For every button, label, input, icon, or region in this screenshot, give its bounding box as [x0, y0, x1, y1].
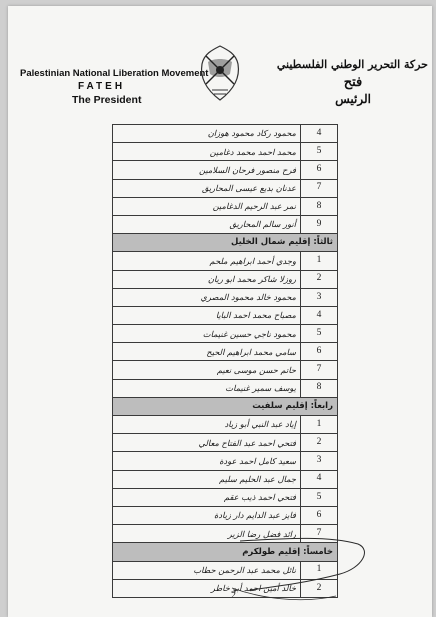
table-row [113, 506, 338, 524]
person-name: محمود ركاد محمود هوزان [113, 125, 301, 143]
table-row [113, 179, 338, 197]
org-abbr-ar: فتح [343, 75, 363, 90]
org-name-en: Palestinian National Liberation Movement [20, 68, 209, 79]
person-name: إياد عبد النبي أبو زياد [113, 416, 301, 434]
row-number: 6 [301, 506, 338, 524]
table-row [113, 488, 338, 506]
org-abbr-en: FATEH [78, 81, 126, 92]
table-row [113, 416, 338, 434]
person-name: محمود ناجي حسين غنيمات [113, 325, 301, 343]
fatah-emblem-icon [198, 44, 242, 102]
row-number: 7 [301, 361, 338, 379]
table-row [113, 215, 338, 233]
table-row [113, 561, 338, 579]
person-name: مصباح محمد احمد البايا [113, 306, 301, 324]
person-name: نمر عبد الرحيم الدغامين [113, 197, 301, 215]
row-number: 8 [301, 197, 338, 215]
row-number: 1 [301, 252, 338, 270]
row-number: 2 [301, 270, 338, 288]
table-row [113, 143, 338, 161]
row-number: 4 [301, 470, 338, 488]
person-name: فرح منصور فرحان السلامين [113, 161, 301, 179]
page-number: 2 [231, 590, 236, 601]
table-row [113, 125, 338, 143]
row-number: 2 [301, 579, 338, 597]
title-en: The President [72, 94, 142, 106]
row-number: 1 [301, 416, 338, 434]
row-number: 7 [301, 179, 338, 197]
person-name: رائد فضل رضا الزير [113, 525, 301, 543]
row-number: 4 [301, 306, 338, 324]
table-row [113, 452, 338, 470]
row-number: 7 [301, 525, 338, 543]
row-number: 5 [301, 488, 338, 506]
row-number: 1 [301, 561, 338, 579]
header-english [20, 68, 209, 106]
table-row [113, 343, 338, 361]
person-name: أنور سالم المحاريق [113, 215, 301, 233]
table-row [113, 270, 338, 288]
section-title: ثالثاً: إقليم شمال الخليل [113, 234, 338, 252]
row-number: 3 [301, 288, 338, 306]
person-name: عدنان بديع عيسى المحاريق [113, 179, 301, 197]
table-row [113, 288, 338, 306]
title-ar: الرئيس [335, 92, 371, 106]
row-number: 5 [301, 325, 338, 343]
names-table [112, 124, 338, 598]
person-name: وجدي أحمد ابراهيم ملحم [113, 252, 301, 270]
person-name: روزلا شاكر محمد ابو ريان [113, 270, 301, 288]
org-name-ar: حركة التحرير الوطني الفلسطيني [276, 58, 428, 71]
header-arabic [278, 58, 428, 106]
person-name: فتحي احمد ذيب عقم [113, 488, 301, 506]
section-header-row [113, 234, 338, 252]
person-name: حاتم حسن موسى نعيم [113, 361, 301, 379]
row-number: 5 [301, 143, 338, 161]
row-number: 4 [301, 125, 338, 143]
row-number: 6 [301, 343, 338, 361]
table-row [113, 379, 338, 397]
table-row [113, 525, 338, 543]
person-name: سامي محمد ابراهيم الحيح [113, 343, 301, 361]
person-name: نائل محمد عبد الرحمن حطاب [113, 561, 301, 579]
section-title: خامساً: إقليم طولكرم [113, 543, 338, 561]
table-row [113, 434, 338, 452]
table-row [113, 197, 338, 215]
person-name: محمود خالد محمود المصري [113, 288, 301, 306]
row-number: 3 [301, 452, 338, 470]
table-row [113, 252, 338, 270]
person-name: فتحي احمد عبد الفتاح معالي [113, 434, 301, 452]
person-name: فايز عبد الدايم دار زيادة [113, 506, 301, 524]
table-row [113, 470, 338, 488]
section-header-row [113, 543, 338, 561]
row-number: 2 [301, 434, 338, 452]
row-number: 8 [301, 379, 338, 397]
person-name: خالد أمين احمد أبو خاطر [113, 579, 301, 597]
person-name: سعيد كامل احمد عودة [113, 452, 301, 470]
section-header-row [113, 397, 338, 415]
row-number: 9 [301, 215, 338, 233]
person-name: محمد احمد محمد دغامين [113, 143, 301, 161]
section-title: رابعاً: إقليم سلفيت [113, 397, 338, 415]
table-row [113, 161, 338, 179]
table-row [113, 361, 338, 379]
table-row [113, 579, 338, 597]
table-row [113, 325, 338, 343]
person-name: يوسف سمير غنيمات [113, 379, 301, 397]
table-row [113, 306, 338, 324]
person-name: جمال عبد الحليم سليم [113, 470, 301, 488]
row-number: 6 [301, 161, 338, 179]
